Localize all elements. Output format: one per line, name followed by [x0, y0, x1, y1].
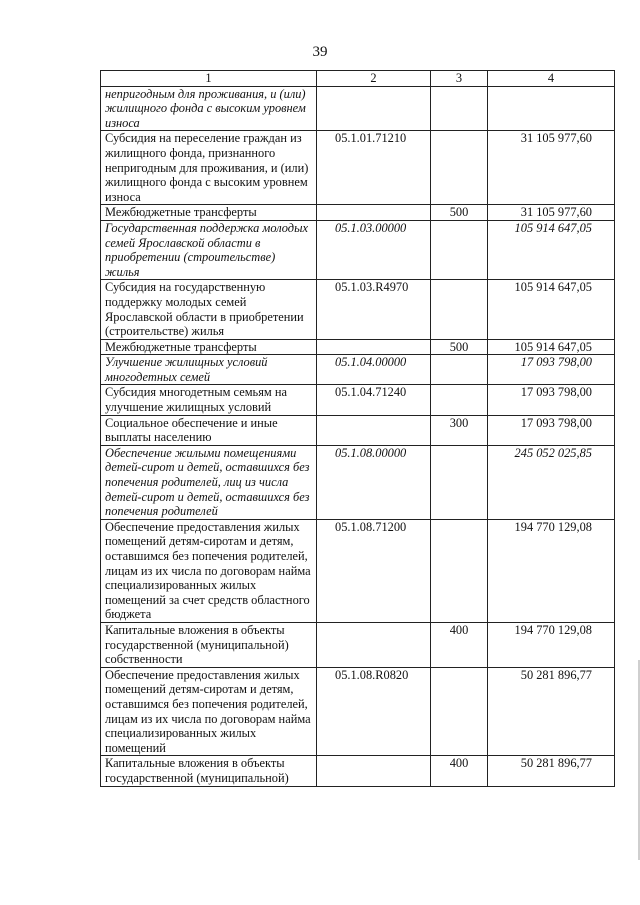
row-type-cell: [431, 220, 488, 279]
row-name-cell: Межбюджетные трансферты: [101, 339, 317, 355]
row-code-cell: 05.1.03.00000: [317, 220, 431, 279]
row-code-cell: [317, 86, 431, 131]
table-row: [101, 756, 615, 786]
row-code-cell: 05.1.04.71240: [317, 385, 431, 415]
page-number: 39: [312, 44, 328, 60]
row-name-cell: Улучшение жилищных условий многодетных семей: [101, 355, 317, 385]
row-type-cell: [431, 385, 488, 415]
table-row: [101, 415, 615, 445]
row-code-cell: [317, 622, 431, 667]
table-row: [101, 622, 615, 667]
row-code-cell: 05.1.04.00000: [317, 355, 431, 385]
table-row: [101, 86, 615, 131]
row-amount-cell: 245 052 025,85: [488, 445, 615, 519]
row-type-cell: [431, 445, 488, 519]
row-code-cell: 05.1.01.71210: [317, 131, 431, 205]
table-row: [101, 280, 615, 339]
row-name-cell: Обеспечение предоставления жилых помещений детям-сиротам и детям, оставшимся без попечения родителей, лицам из их числа по договорам найма специализированных жилых помещений за счет средств областного бюджета: [101, 519, 317, 622]
row-name-cell: Субсидия на переселение граждан из жилищного фонда, признанного непригодным для проживания, и (или) жилищного фонда с высоким уровнем износа: [101, 131, 317, 205]
row-type-cell: [431, 519, 488, 622]
row-amount-cell: 105 914 647,05: [488, 220, 615, 279]
table-row: [101, 220, 615, 279]
row-amount-cell: 105 914 647,05: [488, 339, 615, 355]
row-type-cell: [431, 355, 488, 385]
row-code-cell: 05.1.03.R4970: [317, 280, 431, 339]
row-name-cell: Социальное обеспечение и иные выплаты населению: [101, 415, 317, 445]
row-code-cell: [317, 339, 431, 355]
budget-table: [100, 70, 615, 787]
table-row: [101, 131, 615, 205]
row-type-cell: 400: [431, 622, 488, 667]
table-row: [101, 339, 615, 355]
row-name-cell: непригодным для проживания, и (или) жилищного фонда с высоким уровнем износа: [101, 86, 317, 131]
row-type-cell: [431, 86, 488, 131]
row-name-cell: Капитальные вложения в объекты государственной (муниципальной): [101, 756, 317, 786]
row-amount-cell: 17 093 798,00: [488, 385, 615, 415]
row-type-cell: [431, 131, 488, 205]
row-amount-cell: 17 093 798,00: [488, 415, 615, 445]
row-code-cell: 05.1.08.71200: [317, 519, 431, 622]
row-name-cell: Субсидия многодетным семьям на улучшение жилищных условий: [101, 385, 317, 415]
row-type-cell: 500: [431, 205, 488, 221]
header-col-3: 3: [431, 71, 488, 87]
row-name-cell: Государственная поддержка молодых семей Ярославской области в приобретении (строительстве) жилья: [101, 220, 317, 279]
row-amount-cell: 105 914 647,05: [488, 280, 615, 339]
row-name-cell: Капитальные вложения в объекты государственной (муниципальной) собственности: [101, 622, 317, 667]
row-amount-cell: 50 281 896,77: [488, 756, 615, 786]
row-amount-cell: [488, 86, 615, 131]
row-code-cell: 05.1.08.00000: [317, 445, 431, 519]
table-header-row: [101, 71, 615, 87]
table-row: [101, 667, 615, 756]
row-amount-cell: 194 770 129,08: [488, 622, 615, 667]
row-code-cell: [317, 415, 431, 445]
row-type-cell: 400: [431, 756, 488, 786]
row-name-cell: Обеспечение предоставления жилых помещений детям-сиротам и детям, оставшимся без попечения родителей, лицам из их числа по договорам найма специализированных жилых помещений: [101, 667, 317, 756]
row-type-cell: [431, 667, 488, 756]
row-amount-cell: 31 105 977,60: [488, 205, 615, 221]
row-name-cell: Обеспечение жилыми помещениями детей-сирот и детей, оставшихся без попечения родителей, лиц из числа детей-сирот и детей, оставшихся без попечения родителей: [101, 445, 317, 519]
row-name-cell: Субсидия на государственную поддержку молодых семей Ярославской области в приобретении (строительстве) жилья: [101, 280, 317, 339]
row-code-cell: [317, 205, 431, 221]
row-name-cell: Межбюджетные трансферты: [101, 205, 317, 221]
row-amount-cell: 50 281 896,77: [488, 667, 615, 756]
table-row: [101, 519, 615, 622]
table-row: [101, 205, 615, 221]
table-row: [101, 385, 615, 415]
header-col-1: 1: [101, 71, 317, 87]
table-row: [101, 445, 615, 519]
header-col-4: 4: [488, 71, 615, 87]
row-amount-cell: 17 093 798,00: [488, 355, 615, 385]
row-amount-cell: 31 105 977,60: [488, 131, 615, 205]
table-row: [101, 355, 615, 385]
row-type-cell: 300: [431, 415, 488, 445]
row-code-cell: [317, 756, 431, 786]
row-amount-cell: 194 770 129,08: [488, 519, 615, 622]
row-type-cell: [431, 280, 488, 339]
row-type-cell: 500: [431, 339, 488, 355]
row-code-cell: 05.1.08.R0820: [317, 667, 431, 756]
header-col-2: 2: [317, 71, 431, 87]
